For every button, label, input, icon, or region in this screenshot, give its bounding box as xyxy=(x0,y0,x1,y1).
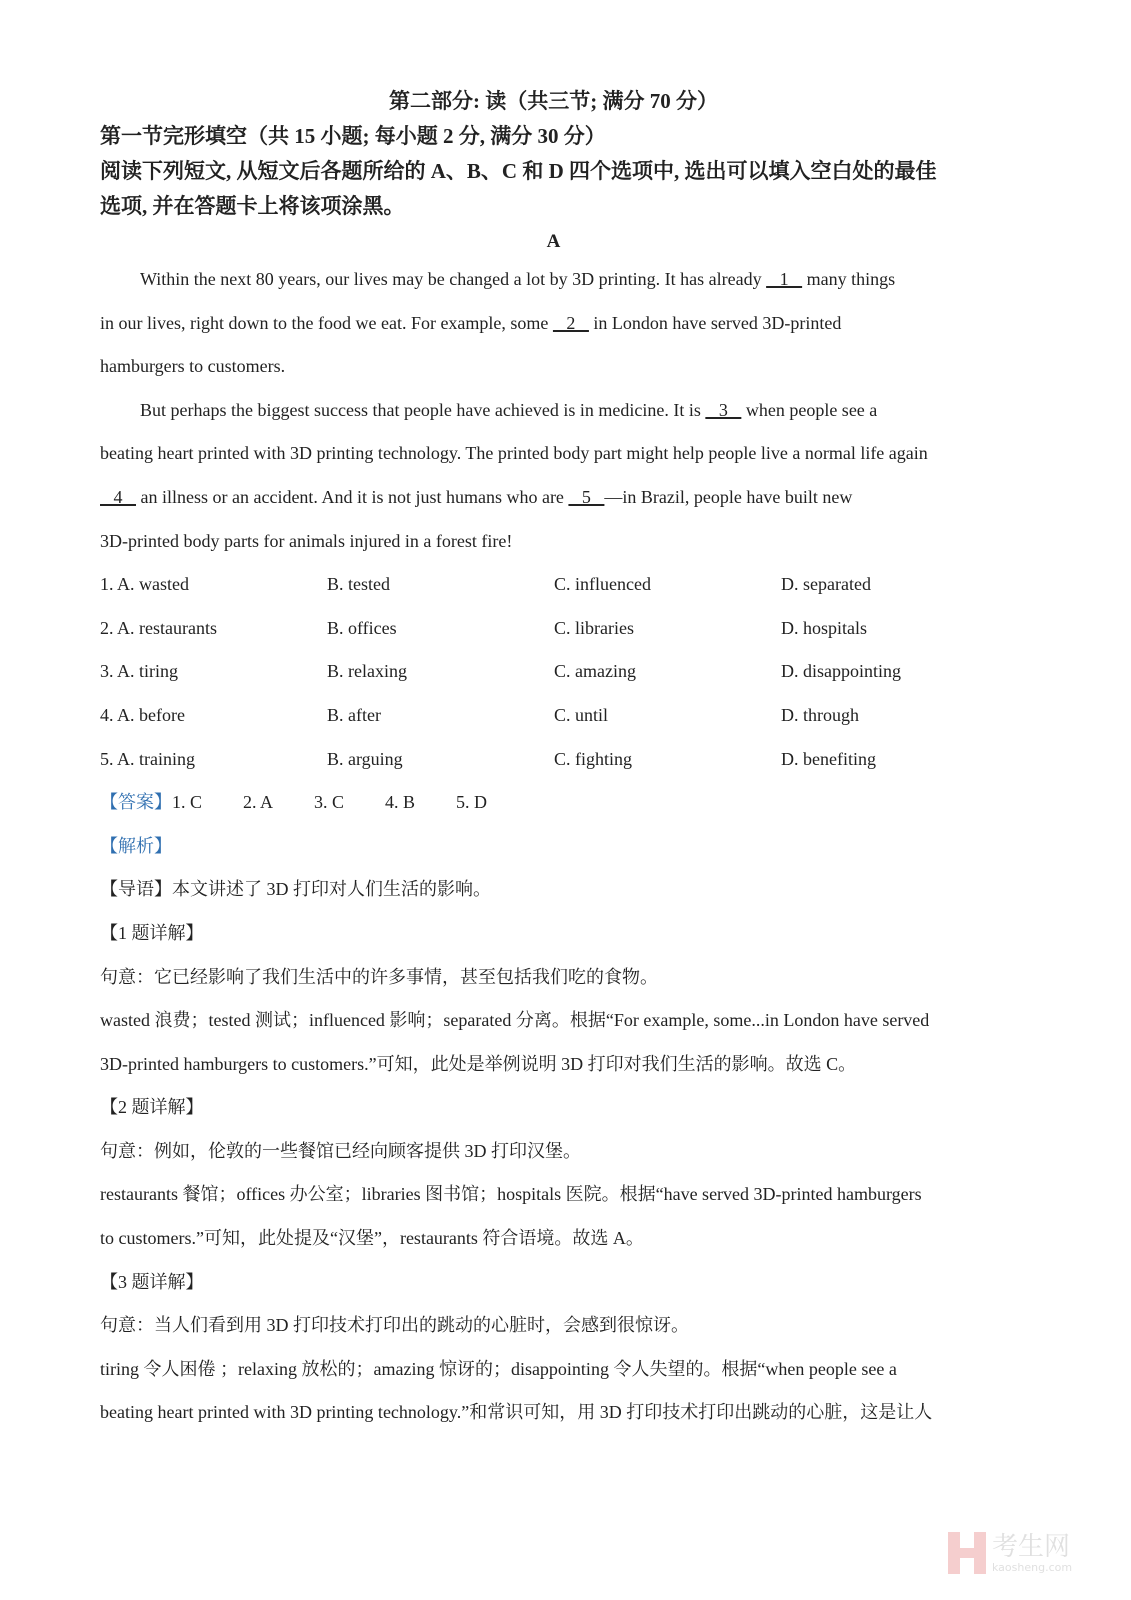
option: 3. A. tiring xyxy=(100,661,179,682)
part-title: 第二部分: 读（共三节; 满分 70 分） xyxy=(389,89,718,113)
option: 1. A. wasted xyxy=(100,574,189,595)
blank-4: 4 xyxy=(100,486,136,507)
answer-item: 4. B xyxy=(385,792,416,813)
kaosheng-logo-icon xyxy=(948,1532,986,1574)
option-row xyxy=(100,738,1010,782)
answer-line xyxy=(100,781,1010,825)
option: 5. A. training xyxy=(100,748,195,769)
option: D. benefiting xyxy=(781,748,876,769)
option: C. libraries xyxy=(554,617,634,638)
option: D. through xyxy=(781,704,859,725)
answer-item: 3. C xyxy=(314,792,345,813)
analysis-line: 【导语】本文讲述了 3D 打印对人们生活的影响。 xyxy=(100,879,491,900)
instructions-line-2: 选项, 并在答题卡上将该项涂黑。 xyxy=(100,194,405,218)
option: C. influenced xyxy=(554,574,651,595)
option: C. until xyxy=(554,704,609,725)
option: D. separated xyxy=(781,574,871,595)
analysis-line: tiring 令人困倦 ；relaxing 放松的；amazing 惊讶的；disappointing 令人失望的。根据“when people see a xyxy=(100,1358,897,1379)
passage-line xyxy=(100,476,1010,520)
passage-label: A xyxy=(546,231,561,252)
text: in our lives, right down to the food we eat. For example, some xyxy=(100,312,553,333)
analysis-line: restaurants 餐馆；offices 办公室；libraries 图书馆；hospitals 医院。根据“have served 3D-printed hamburgers xyxy=(100,1184,922,1205)
answer-item: 5. D xyxy=(456,792,487,813)
analysis-line: to customers.”可知，此处提及“汉堡”，restaurants 符合语境。故选 A。 xyxy=(100,1228,644,1249)
text: in London have served 3D-printed xyxy=(588,312,842,333)
answer-item: 2. A xyxy=(243,792,274,813)
blank-2: 2 xyxy=(552,312,589,333)
answer-item: 1. C xyxy=(172,792,203,813)
passage-line: 3D-printed body parts for animals injured in a forest fire! xyxy=(100,530,513,551)
option: C. amazing xyxy=(554,661,636,682)
analysis-line: 句意：它已经影响了我们生活中的许多事情，甚至包括我们吃的食物。 xyxy=(100,966,658,987)
option-row xyxy=(100,563,1010,607)
passage-line: beating heart printed with 3D printing technology. The printed body part might help people live a normal life again xyxy=(100,443,928,464)
watermark: 考生网 kaosheng.com xyxy=(948,1532,1072,1574)
text: Within the next 80 years, our lives may be changed a lot by 3D printing. It has already xyxy=(140,269,767,289)
option: D. disappointing xyxy=(781,661,901,682)
text: when people see a xyxy=(741,399,878,420)
option: 2. A. restaurants xyxy=(100,617,217,638)
blank-5: 5 xyxy=(568,486,605,507)
passage-line: hamburgers to customers. xyxy=(100,356,286,377)
option: B. offices xyxy=(327,617,397,638)
instructions-line-1: 阅读下列短文, 从短文后各题所给的 A、B、C 和 D 四个选项中, 选出可以填入空白处的最佳 xyxy=(100,159,937,183)
analysis-line: 【3 题详解】 xyxy=(100,1271,204,1292)
section-title: 第一节完形填空（共 15 小题; 每小题 2 分, 满分 30 分） xyxy=(100,124,606,148)
passage-line xyxy=(100,389,1010,433)
option: B. relaxing xyxy=(327,661,407,682)
analysis-line: 句意：当人们看到用 3D 打印技术打印出的跳动的心脏时，会感到很惊讶。 xyxy=(100,1315,689,1336)
analysis-line: beating heart printed with 3D printing technology.”和常识可知，用 3D 打印技术打印出跳动的心脏，这是让人 xyxy=(100,1402,933,1423)
blank-3: 3 xyxy=(705,399,742,420)
option-row xyxy=(100,607,1010,651)
option: C. fighting xyxy=(554,748,633,769)
analysis-label: 【解析】 xyxy=(100,835,172,856)
text: many things xyxy=(802,269,896,289)
passage-line xyxy=(100,302,1010,346)
document-body xyxy=(100,258,1010,1435)
option: B. after xyxy=(327,704,381,725)
text: —in Brazil, people have built new xyxy=(604,486,853,507)
analysis-line: 【2 题详解】 xyxy=(100,1097,204,1118)
option-row xyxy=(100,694,1010,738)
analysis-line: wasted 浪费；tested 测试；influenced 影响；separated 分离。根据“For example, some...in London have served xyxy=(100,1010,930,1031)
answer-label: 【答案】 xyxy=(100,792,172,813)
blank-1: 1 xyxy=(766,269,803,289)
analysis-line: 【1 题详解】 xyxy=(100,922,204,943)
analysis-line: 句意：例如，伦敦的一些餐馆已经向顾客提供 3D 打印汉堡。 xyxy=(100,1140,581,1161)
option: D. hospitals xyxy=(781,617,868,638)
text: an illness or an accident. And it is not just humans who are xyxy=(136,486,569,507)
text: But perhaps the biggest success that people have achieved is in medicine. It is xyxy=(140,399,706,420)
analysis-line: 3D-printed hamburgers to customers.”可知，此处是举例说明 3D 打印对我们生活的影响。故选 C。 xyxy=(100,1053,857,1074)
option: 4. A. before xyxy=(100,704,185,725)
option: B. tested xyxy=(327,574,390,595)
passage-line xyxy=(100,258,1010,302)
option: B. arguing xyxy=(327,748,403,769)
option-row xyxy=(100,650,1010,694)
